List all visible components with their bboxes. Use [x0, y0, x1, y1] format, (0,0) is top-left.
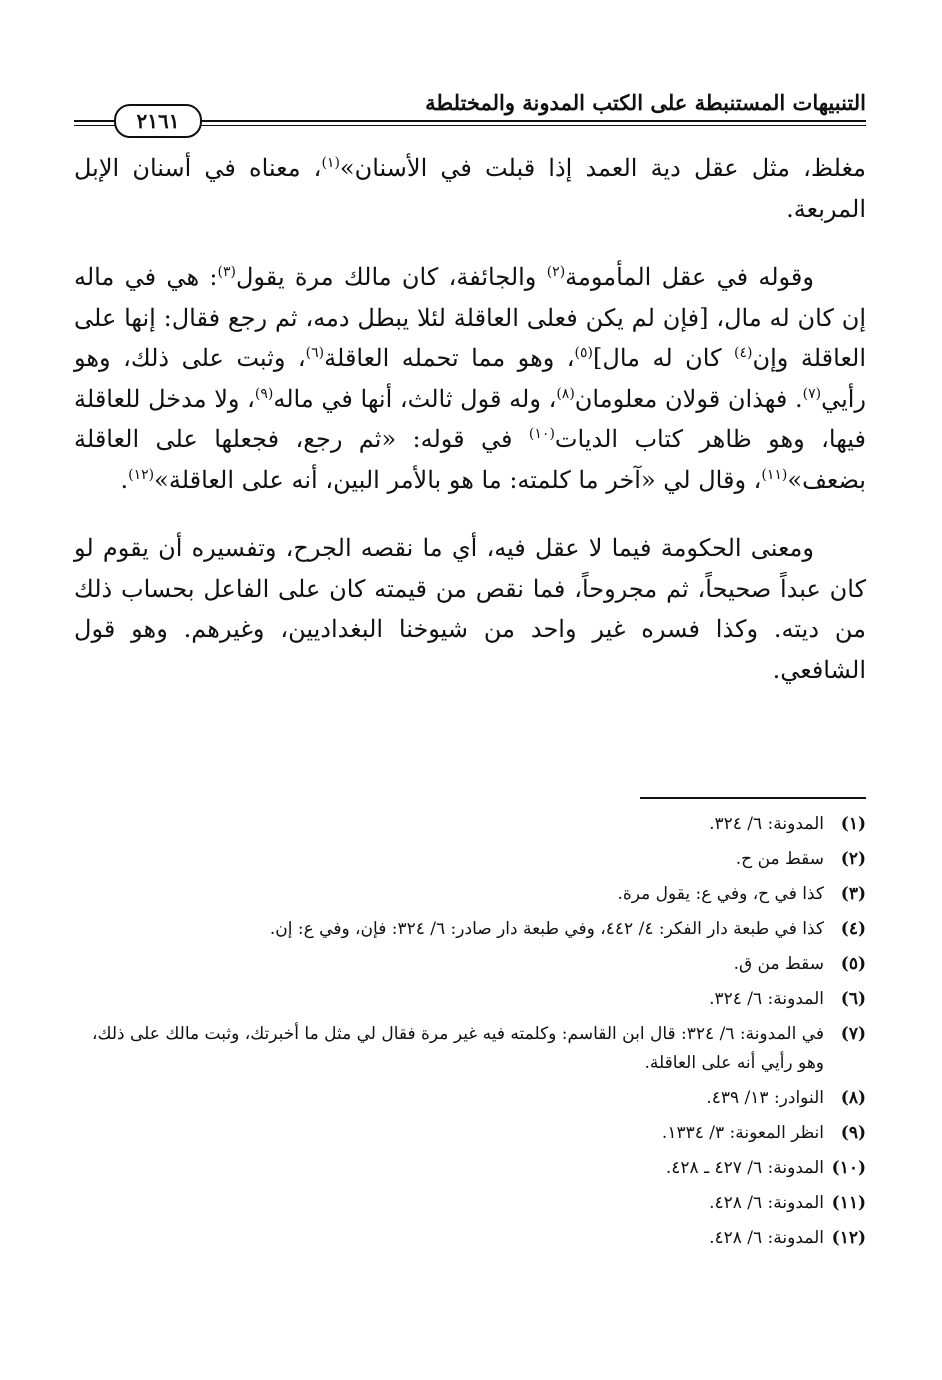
main-text [74, 148, 866, 690]
footnote-number: (٤) [840, 919, 866, 939]
text-run: وقوله في عقل المأمومة [565, 263, 814, 291]
footnote-number: (٦) [840, 989, 866, 1009]
footnote-item [74, 950, 866, 979]
running-title: التنبيهات المستنبطة على الكتب المدونة والمختلطة [425, 90, 866, 115]
footnote-ref: (٣) [217, 264, 236, 280]
footnote-ref: (٥) [574, 345, 594, 361]
text-run: ، وله قول ثالث، أنها في ماله [273, 384, 557, 413]
page-number: ٢١٦١ [114, 104, 202, 138]
footnote-number: (٨) [840, 1088, 866, 1108]
footnote-item [74, 1084, 866, 1113]
footnote-ref: (٤) [734, 345, 753, 361]
text-run: في قوله: «ثم رجع، فجعلها على العاقلة بضعف» [74, 425, 866, 494]
footnote-ref: (١٠) [528, 426, 555, 442]
footnote-number: (٩) [840, 1123, 866, 1143]
footnote-ref: (٢) [546, 264, 566, 280]
text-run: ، ولا مدخل للعاقلة فيها، وهو ظاهر كتاب الديات [74, 384, 866, 453]
footnote-text: المدونة: ٦/ ٤٢٧ ـ ٤٢٨. [665, 1158, 824, 1178]
paragraph-1 [74, 148, 866, 229]
running-header [74, 84, 866, 132]
footnote-number: (٥) [840, 954, 866, 974]
footnote-text: النوادر: ١٣/ ٤٣٩. [706, 1088, 824, 1108]
footnote-number: (١٢) [831, 1228, 866, 1248]
footnote-text: في المدونة: ٦/ ٣٢٤: قال ابن القاسم: وكلمته فيه غير مرة فقال لي مثل ما أخبرتك، وثبت مالك على ذلك، وهو رأيي أنه على العاقلة. [92, 1024, 824, 1073]
text-run: مغلظ، مثل عقل دية العمد إذا قبلت في الأسنان» [339, 154, 867, 182]
footnote-number: (٧) [840, 1024, 866, 1044]
footnote-number: (١١) [831, 1193, 866, 1213]
text-run: كان له مال] [593, 344, 734, 372]
footnote-item [74, 915, 866, 944]
footnote-item [74, 1189, 866, 1218]
footnote-ref: (٩) [254, 385, 274, 402]
footnote-item [74, 985, 866, 1014]
text-run: . فهذان قولان معلومان [574, 384, 803, 413]
footnote-text: انظر المعونة: ٣/ ١٣٣٤. [661, 1123, 824, 1143]
footnote-text: كذا في طبعة دار الفكر: ٤/ ٤٤٢، وفي طبعة دار صادر: ٦/ ٣٢٤: فإن، وفي ع: إن. [269, 919, 824, 939]
footnote-text: سقط من ق. [733, 954, 824, 974]
footnote-ref: (٦) [305, 345, 325, 361]
footnote-item [74, 1224, 866, 1253]
footnote-ref: (١١) [761, 466, 788, 483]
footnote-item [74, 880, 866, 909]
text-run: : هي في ماله إن كان له مال، [فإن لم يكن فعلى العاقلة لئلا يبطل دمه، ثم رجع فقال: إنها على العاقلة وإن [74, 263, 866, 372]
footnote-ref: (١) [321, 155, 340, 171]
footnote-ref: (٧) [802, 385, 822, 402]
footnote-number: (٣) [840, 884, 866, 904]
footnote-ref: (١٢) [128, 466, 155, 483]
footnote-item [74, 1154, 866, 1183]
footnote-text: المدونة: ٦/ ٣٢٤. [709, 989, 824, 1009]
text-run: ، معناه في أسنان الإبل المربعة. [74, 154, 866, 223]
footnote-text: المدونة: ٦/ ٣٢٤. [709, 814, 824, 834]
footnote-number: (١٠) [831, 1158, 866, 1178]
footnote-text: المدونة: ٦/ ٤٢٨. [709, 1193, 824, 1213]
text-run: ، وقال لي «آخر ما كلمته: ما هو بالأمر البين، أنه على العاقلة» [154, 465, 762, 494]
text-run: والجائفة، كان مالك مرة يقول [235, 263, 547, 291]
footnote-separator [640, 797, 866, 799]
footnote-text: سقط من ح. [735, 849, 824, 869]
footnote-number: (٢) [840, 849, 866, 869]
footnote-item [74, 1020, 866, 1078]
text-run: . [120, 465, 129, 494]
footnote-item [74, 810, 866, 839]
footnote-item [74, 845, 866, 874]
paragraph-2 [74, 257, 866, 500]
footnote-ref: (٨) [556, 385, 575, 402]
footnote-text: المدونة: ٦/ ٤٢٨. [709, 1228, 824, 1248]
footnote-item [74, 1119, 866, 1148]
footnote-number: (١) [840, 814, 866, 834]
text-run: ، وثبت على ذلك، وهو رأيي [74, 344, 867, 413]
footnote-text: كذا في ح، وفي ع: يقول مرة. [617, 884, 824, 904]
text-run: ، وهو مما تحمله العاقلة [324, 344, 575, 372]
footnotes [74, 810, 866, 1259]
paragraph-3: ومعنى الحكومة فيما لا عقل فيه، أي ما نقصه الجرح، وتفسيره أن يقوم لو كان عبداً صحيحاً، ثم مجروحاً، فما نقص من قيمته كان على الفاعل بحساب ذلك من ديته. وكذا فسره غير واحد من شيوخنا البغداديين، وغيرهم. وهو قول الشافعي. [74, 534, 866, 684]
